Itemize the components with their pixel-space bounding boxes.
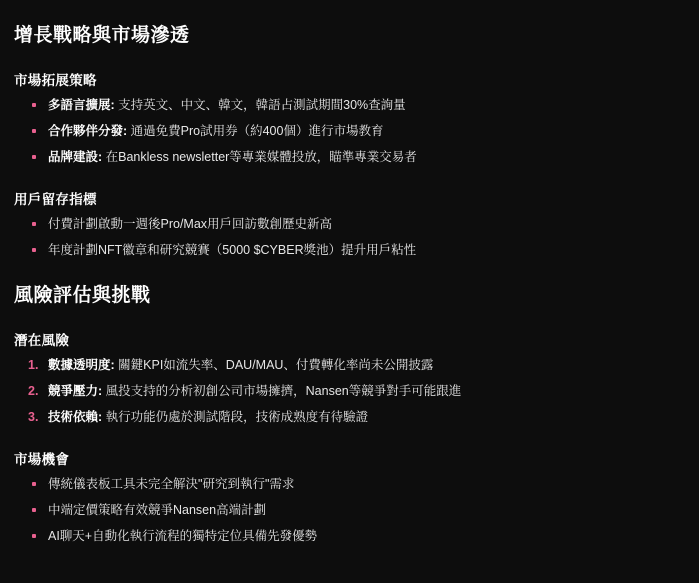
list-item bbox=[14, 149, 685, 166]
list-item-lead: 多語言擴展: bbox=[48, 98, 115, 112]
list-item bbox=[14, 502, 685, 519]
list-item-lead: 數據透明度: bbox=[48, 358, 115, 373]
list-item bbox=[14, 123, 685, 140]
list-item bbox=[14, 242, 685, 259]
list-item bbox=[14, 476, 685, 493]
list-item-lead: 技術依賴: bbox=[48, 410, 103, 425]
list-item bbox=[14, 528, 685, 545]
list-item-text: 付費計劃啟動一週後Pro/Max用戶回訪數創歷史新高 bbox=[48, 216, 333, 231]
list-item-text: 風投支持的分析初創公司市場擁擠，Nansen等競爭對手可能跟進 bbox=[102, 384, 462, 399]
subsection-heading-market-expansion: 市場拓展策略 bbox=[14, 73, 97, 88]
subsection-heading-potential-risks: 潛在風險 bbox=[14, 333, 70, 349]
list-item-text: 傳統儀表板工具未完全解決"研究到執行"需求 bbox=[48, 477, 295, 491]
list-potential-risks bbox=[14, 357, 685, 426]
list-item bbox=[14, 357, 685, 374]
list-item-text: AI聊天+自動化執行流程的獨特定位具備先發優勢 bbox=[48, 528, 318, 543]
list-item-text: 年度計劃NFT徽章和研究競賽（5000 $CYBER獎池）提升用戶粘性 bbox=[48, 242, 417, 257]
list-item-text: 執行功能仍處於測試階段，技術成熟度有待驗證 bbox=[102, 410, 369, 425]
subsection-market-expansion bbox=[14, 69, 685, 166]
list-item-text: 在Bankless newsletter等專業媒體投放，瞄準專業交易者 bbox=[102, 149, 417, 164]
subsection-heading-retention-metrics: 用戶留存指標 bbox=[14, 191, 97, 207]
list-item bbox=[14, 383, 685, 400]
list-item-lead: 合作夥伴分發: bbox=[48, 123, 128, 138]
list-item-text: 中端定價策略有效競爭Nansen高端計劃 bbox=[48, 502, 267, 517]
list-item bbox=[14, 97, 685, 114]
list-item-text: 通過免費Pro試用券（約400個）進行市場教育 bbox=[127, 123, 384, 138]
section-heading-2: 風險評估與挑戰 bbox=[14, 285, 151, 307]
subsection-market-opportunity bbox=[14, 448, 685, 545]
section-heading-1: 增長戰略與市場滲透 bbox=[14, 25, 190, 46]
list-item-lead: 品牌建設: bbox=[48, 149, 103, 164]
list-item-text: 支持英文、中文、韓文，韓語占測試期間30%查詢量 bbox=[114, 98, 406, 112]
list-item-lead: 競爭壓力: bbox=[48, 384, 103, 399]
subsection-potential-risks bbox=[14, 329, 685, 426]
list-market-opportunity bbox=[14, 476, 685, 545]
list-item bbox=[14, 216, 685, 233]
subsection-heading-market-opportunity: 市場機會 bbox=[14, 452, 70, 467]
list-item bbox=[14, 409, 685, 426]
subsection-retention-metrics bbox=[14, 188, 685, 259]
list-market-expansion bbox=[14, 97, 685, 166]
list-retention-metrics bbox=[14, 216, 685, 259]
list-item-text: 關鍵KPI如流失率、DAU/MAU、付費轉化率尚未公開披露 bbox=[114, 358, 434, 373]
